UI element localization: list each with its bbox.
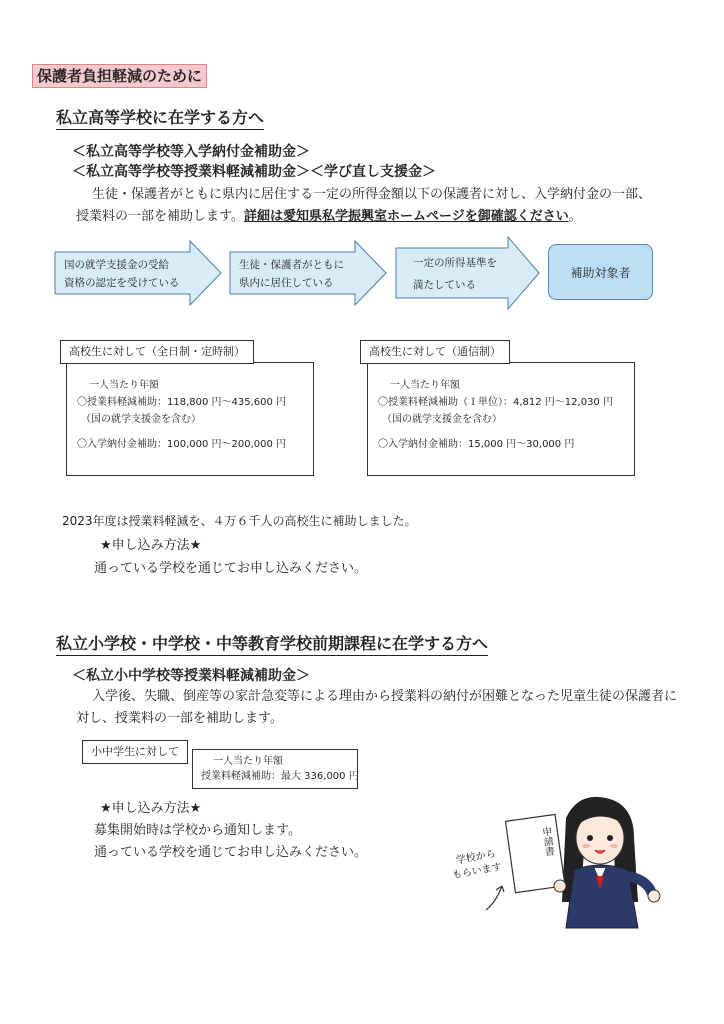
page-title: 保護者負担軽減のために xyxy=(32,64,207,88)
subsidy-entrance-fee: ＜私立高等学校等入学納付金補助金＞ xyxy=(72,144,310,160)
subsidy-tuition-name: ＜私立高等学校等授業料軽減補助金＞ xyxy=(72,164,310,180)
tuition-max: 授業料軽減補助：最大 336,000 円 xyxy=(201,771,359,782)
section1-desc-line1: 生徒・保護者がともに県内に居住する一定の所得金額以下の保護者に対し、入学納付金の一部、 xyxy=(92,187,652,202)
illust-caption-1: 学校から xyxy=(455,848,497,867)
apply-text: 通っている学校を通じてお申し込みください。 xyxy=(94,561,368,576)
annual-label: 一人当たり年額 xyxy=(89,380,159,391)
homepage-link[interactable]: 詳細は愛知県私学振興室ホームページを御確認ください xyxy=(243,209,569,224)
flow-step-2-line1: 生徒・保護者がともに xyxy=(239,259,344,271)
subsidy-elementary: ＜私立小中学校等授業料軽減補助金＞ xyxy=(72,668,310,684)
apply-heading: ★申し込み方法★ xyxy=(100,538,202,553)
tuition-note: （国の就学支援金を含む） xyxy=(81,414,201,425)
info-box-correspondence xyxy=(367,362,635,476)
flow-step-3-line1: 一定の所得基準を xyxy=(413,257,497,269)
section2-desc-line1: 入学後、失職、倒産等の家計急変等による理由から授業料の納付が困難となった児童生徒の保護者に xyxy=(92,689,678,704)
desc-end: 。 xyxy=(568,209,582,224)
annual-label: 一人当たり年額 xyxy=(213,756,283,767)
section2-heading: 私立小学校・中学校・中等教育学校前期課程に在学する方へ xyxy=(56,634,488,656)
annual-label: 一人当たり年額 xyxy=(390,380,460,391)
illust-caption-2: もらいます xyxy=(451,861,503,882)
result-text: 2023年度は授業料軽減を、４万６千人の高校生に補助しました。 xyxy=(62,514,417,528)
flow-step-2-line2: 県内に居住している xyxy=(239,277,334,289)
apply-text-2b: 通っている学校を通じてお申し込みください。 xyxy=(94,845,368,860)
flow-step-1 xyxy=(54,240,222,306)
tuition-note: （国の就学支援金を含む） xyxy=(382,414,502,425)
info-box-fulltime xyxy=(66,362,314,476)
subsidy-relearn-name: ＜学び直し支援金＞ xyxy=(310,164,436,180)
tuition-range: 〇授業料軽減補助（１単位）：4,812 円～12,030 円 xyxy=(378,397,613,408)
application-form-label: 申請書 xyxy=(539,825,555,858)
subsidy-tuition xyxy=(72,162,436,182)
flow-target: 補助対象者 xyxy=(548,244,653,300)
tab-fulltime: 高校生に対して（全日制・定時制） xyxy=(60,340,254,364)
info-box-elementary xyxy=(192,749,358,789)
flow-step-1-line1: 国の就学支援金の受給 xyxy=(64,259,169,271)
section2-desc-line2: 対し、授業料の一部を補助します。 xyxy=(76,711,283,726)
apply-heading-2: ★申し込み方法★ xyxy=(100,801,202,816)
flow-step-3 xyxy=(395,236,540,310)
tuition-range: 〇授業料軽減補助：118,800 円～435,600 円 xyxy=(77,397,287,408)
flow-step-1-line2: 資格の認定を受けている xyxy=(64,277,180,289)
section1-desc-text: 授業料の一部を補助します。 xyxy=(76,209,244,224)
entrance-range: 〇入学納付金補助：15,000 円～30,000 円 xyxy=(378,439,575,450)
section1-desc-line2 xyxy=(76,206,582,228)
flow-step-3-line2: 満たしている xyxy=(413,279,476,291)
section1-heading: 私立高等学校に在学する方へ xyxy=(56,108,264,130)
arrow-shape-icon xyxy=(395,236,540,310)
apply-text-2a: 募集開始時は学校から通知します。 xyxy=(94,823,301,838)
entrance-range: 〇入学納付金補助：100,000 円～200,000 円 xyxy=(77,439,287,450)
flow-step-2 xyxy=(229,240,387,306)
tab-elementary: 小中学生に対して xyxy=(82,740,188,764)
student-illustration xyxy=(448,790,663,930)
tab-correspondence: 高校生に対して（通信制） xyxy=(360,340,510,364)
